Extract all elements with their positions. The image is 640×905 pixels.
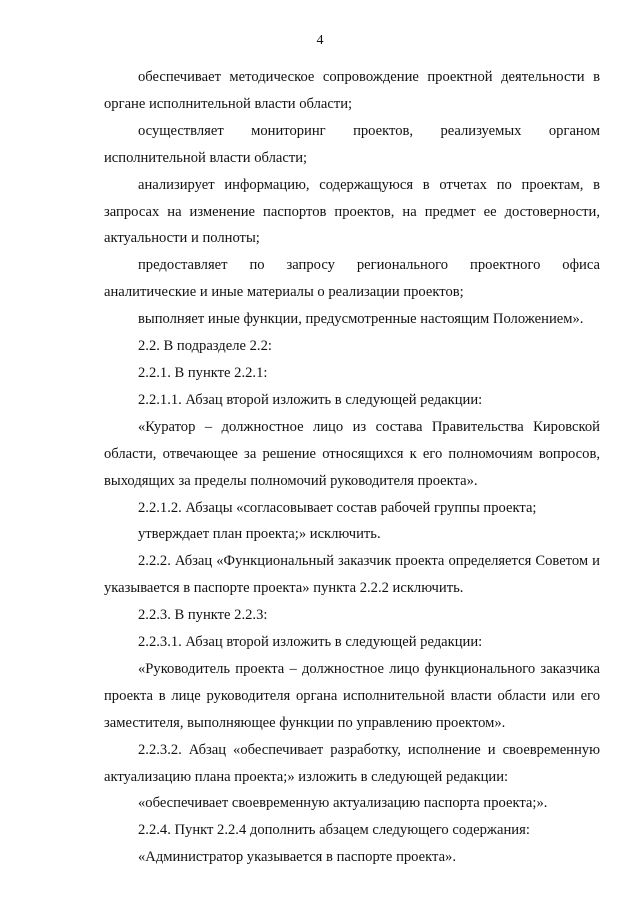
- paragraph-16: 2.2.3.2. Абзац «обеспечивает разработку, исполнение и своевременную актуализацию плана проекта;» изложить в следующей редакции:: [104, 741, 600, 785]
- paragraph-19: «Администратор указывается в паспорте проекта».: [138, 849, 456, 866]
- paragraph-14: 2.2.3.1. Абзац второй изложить в следующей редакции:: [138, 634, 483, 651]
- paragraph-7: 2.2.1. В пункте 2.2.1:: [138, 364, 268, 381]
- paragraph-12: 2.2.2. Абзац «Функциональный заказчик проекта определяется Советом и указывается в паспорте проекта» пункта 2.2.2 исключить.: [104, 553, 600, 597]
- paragraph-2: осуществляет мониторинг проектов, реализуемых органом исполнительной власти области;: [104, 122, 600, 166]
- paragraph-1: обеспечивает методическое сопровождение проектной деятельности в органе исполнительной власти области;: [104, 69, 600, 112]
- paragraph-18: 2.2.4. Пункт 2.2.4 дополнить абзацем следующего содержания:: [138, 822, 530, 839]
- paragraph-3: анализирует информацию, содержащуюся в отчетах по проектам, в запросах на изменение паспортов проектов, на предмет ее достоверности, актуальности и полноты;: [104, 176, 600, 247]
- paragraph-10: 2.2.1.2. Абзацы «согласовывает состав рабочей группы проекта;: [138, 499, 537, 516]
- paragraph-11: утверждает план проекта;» исключить.: [138, 526, 381, 543]
- paragraph-8: 2.2.1.1. Абзац второй изложить в следующей редакции:: [138, 391, 483, 408]
- paragraph-13: 2.2.3. В пункте 2.2.3:: [138, 607, 268, 624]
- paragraph-17: «обеспечивает своевременную актуализацию паспорта проекта;».: [138, 795, 548, 812]
- paragraph-15: «Руководитель проекта – должностное лицо функционального заказчика проекта в лице руководителя органа исполнительной власти области или его заместителя, выполняющее функции по управлению проектом».: [104, 660, 600, 731]
- paragraph-9: «Куратор – должностное лицо из состава Правительства Кировской области, отвечающее за решение относящихся к его полномочиям вопросов, выходящих за пределы полномочий руководителя проекта».: [104, 418, 600, 489]
- paragraph-6: 2.2. В подразделе 2.2:: [138, 338, 272, 355]
- document-body: [104, 64, 600, 871]
- paragraph-4: предоставляет по запросу регионального проектного офиса аналитические и иные материалы о реализации проектов;: [104, 257, 600, 301]
- page-number: 4: [316, 33, 324, 48]
- paragraph-5: выполняет иные функции, предусмотренные настоящим Положением».: [138, 311, 584, 328]
